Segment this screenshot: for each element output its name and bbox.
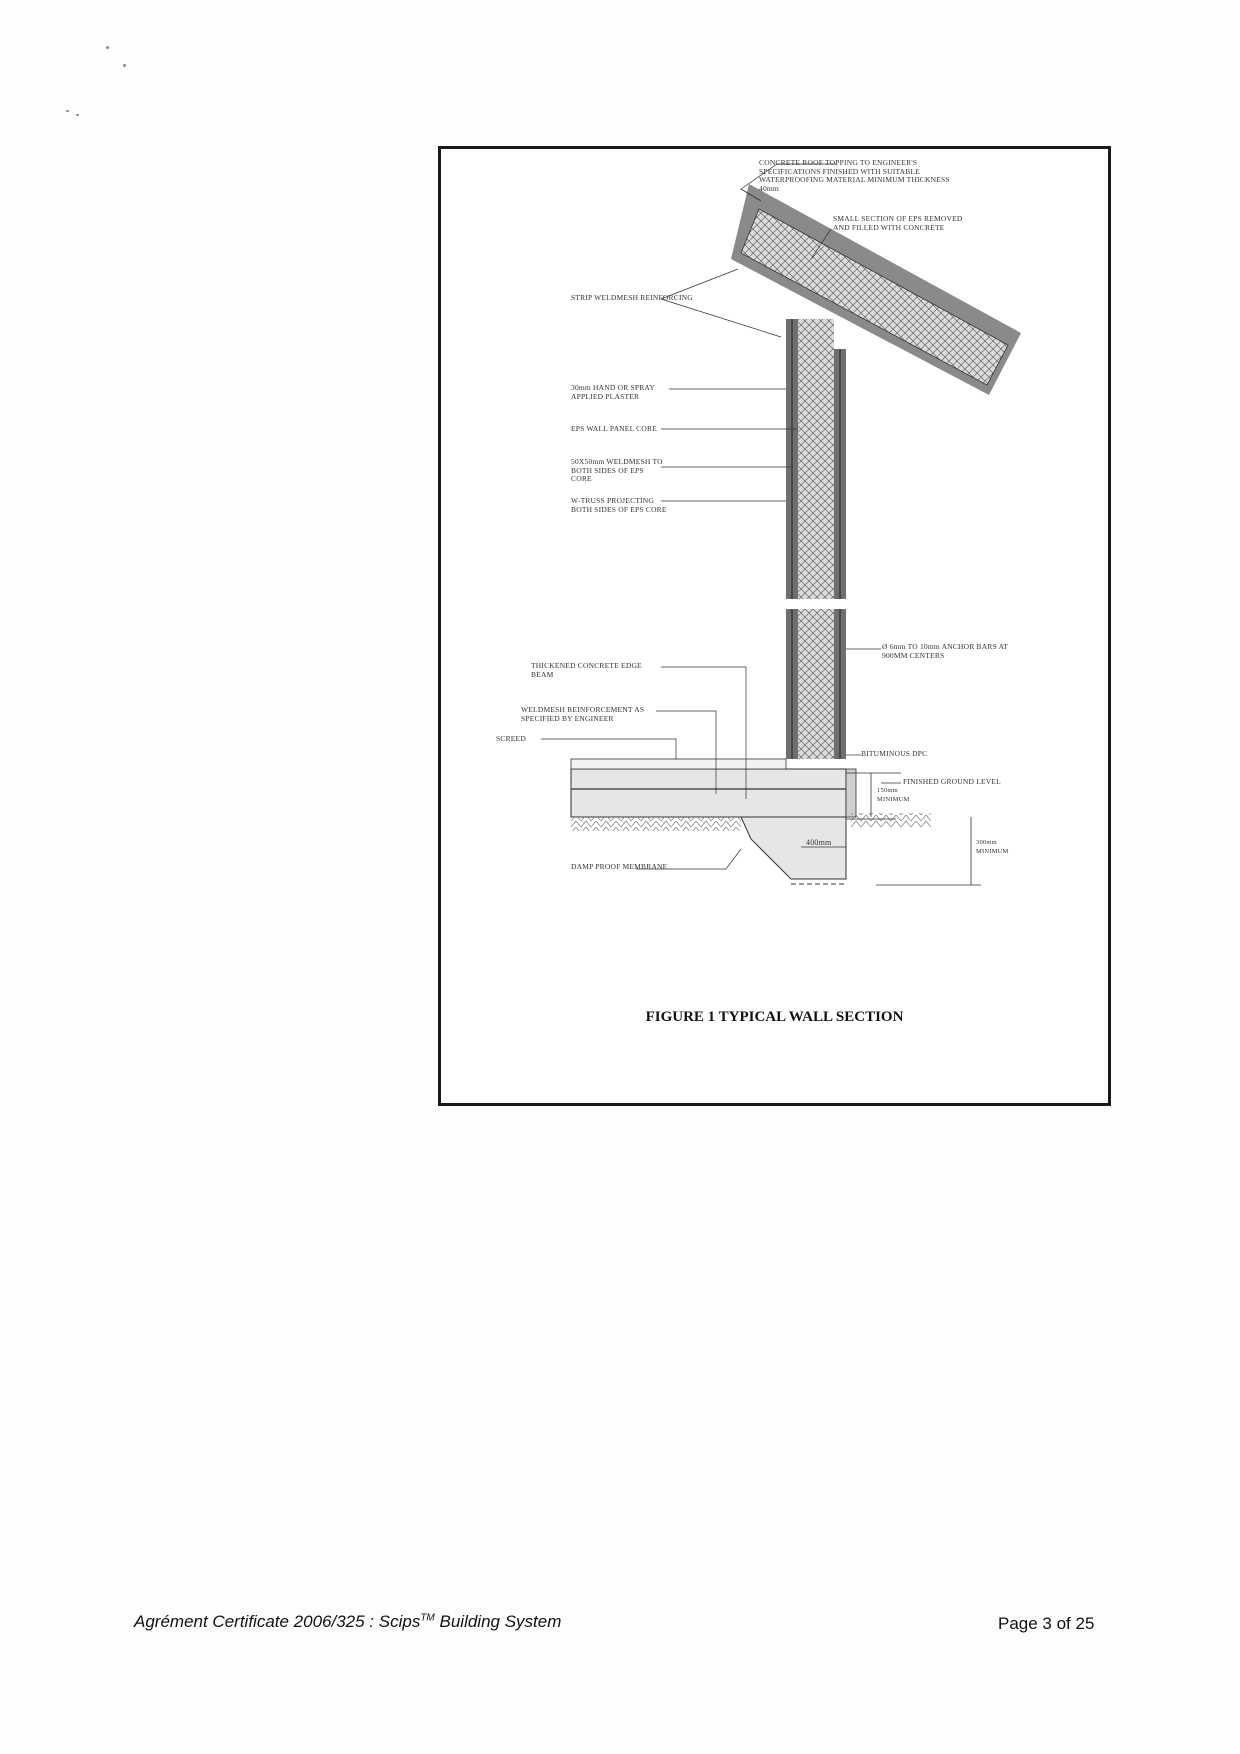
scan-speck: [76, 114, 79, 116]
footer-certificate-text: Agrément Certificate 2006/325 : Scips: [134, 1612, 421, 1631]
ground-hatch: [571, 817, 741, 831]
footer-system-text: Building System: [434, 1612, 562, 1631]
label-dim-150: 150mm MINIMUM: [877, 787, 910, 803]
label-eps-core: EPS WALL PANEL CORE: [571, 424, 657, 433]
label-weldmesh-both: 50X50mm WELDMESH TO BOTH SIDES OF EPS CORE: [571, 457, 663, 483]
ground-hatch: [851, 813, 931, 827]
footer-tm: TM: [420, 1612, 435, 1624]
break-gap: [783, 599, 849, 609]
label-w-truss: W-TRUSS PROJECTING BOTH SIDES OF EPS CORE: [571, 496, 667, 514]
label-weldmesh-reinf: WELDMESH REINFORCEMENT AS SPECIFIED BY ENGINEER: [521, 705, 645, 723]
label-roof-topping: CONCRETE ROOF TOPPING TO ENGINEER'S SPECIFICATIONS FINISHED WITH SUITABLE WATERPROOFING MATERIAL MINIMUM THICKNESS 40mm: [759, 158, 950, 193]
label-edge-beam: THICKENED CONCRETE EDGE BEAM: [531, 661, 642, 679]
label-eps-removed: SMALL SECTION OF EPS REMOVED AND FILLED WITH CONCRETE: [833, 214, 963, 232]
footer-page-number: Page 3 of 25: [998, 1614, 1095, 1633]
figure-caption: FIGURE 1 TYPICAL WALL SECTION: [645, 1009, 904, 1025]
label-dpc: BITUMINOUS DPC: [861, 749, 928, 758]
scan-speck: [66, 110, 69, 112]
scan-speck: [123, 64, 126, 67]
label-strip-weldmesh: STRIP WELDMESH REINFORCING: [571, 293, 693, 302]
scan-speck: [106, 46, 109, 49]
label-dim-300: 300mm MINIMUM: [976, 839, 1009, 855]
wall-upper: [786, 319, 846, 759]
label-plaster: 30mm HAND OR SPRAY APPLIED PLASTER: [571, 383, 655, 401]
label-anchor-bars: Ø 6mm TO 10mm ANCHOR BARS AT 900MM CENTERS: [882, 642, 1009, 660]
label-ground-level: FINISHED GROUND LEVEL: [903, 777, 1001, 786]
label-dim-400: 400mm: [806, 838, 832, 847]
label-dpm: DAMP PROOF MEMBRANE: [571, 862, 668, 871]
footer-certificate: [134, 1612, 561, 1632]
label-screed: SCREED: [496, 734, 526, 743]
wall-section-drawing: [441, 149, 1108, 1103]
figure-frame: [438, 146, 1111, 1106]
